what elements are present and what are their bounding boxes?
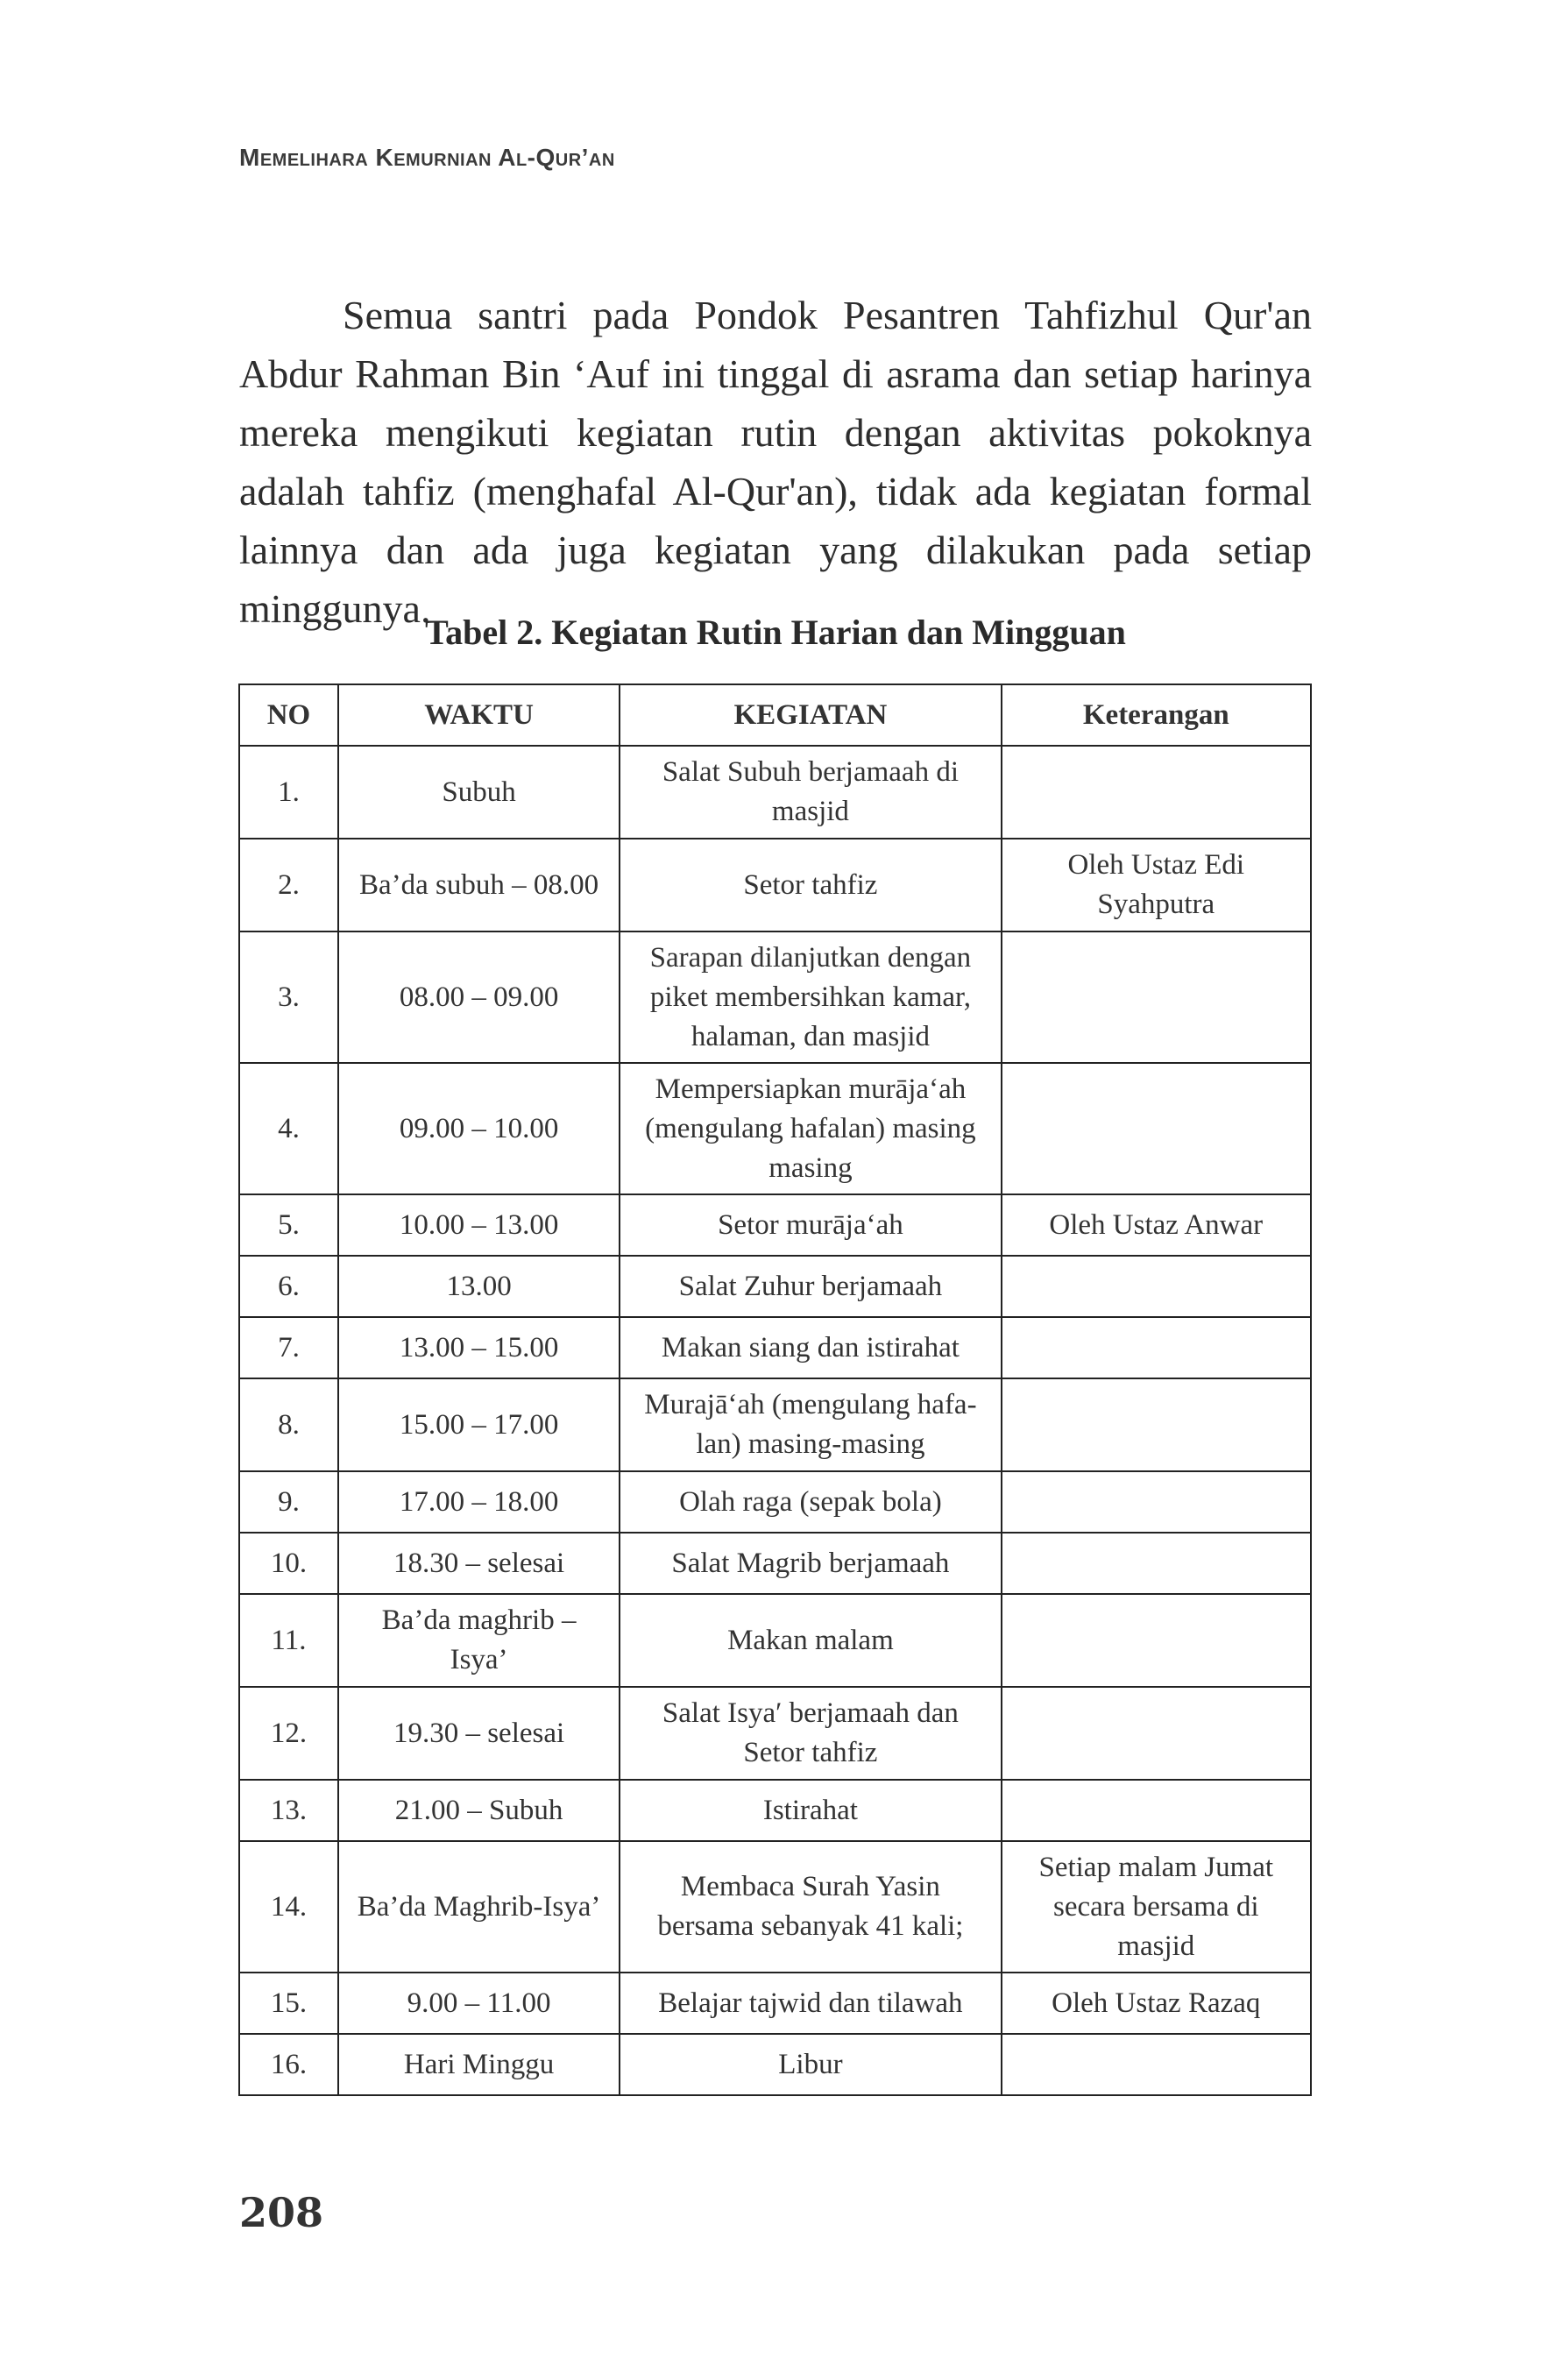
cell-kegiatan: Sarapan dilanjutkan dengan piket membersihkan kamar, halaman, dan masjid	[620, 931, 1001, 1063]
cell-no: 3.	[239, 931, 338, 1063]
cell-keterangan	[1002, 1063, 1311, 1194]
table-row	[239, 1973, 1311, 2034]
cell-no: 5.	[239, 1194, 338, 1256]
cell-no: 15.	[239, 1973, 338, 2034]
cell-waktu: 21.00 – Subuh	[338, 1780, 620, 1841]
cell-keterangan: Oleh Ustaz Edi Syahputra	[1002, 839, 1311, 931]
header-kegiatan: KEGIATAN	[620, 684, 1001, 746]
cell-waktu: 19.30 – selesai	[338, 1687, 620, 1780]
cell-kegiatan: Istirahat	[620, 1780, 1001, 1841]
cell-waktu: 18.30 – selesai	[338, 1533, 620, 1594]
cell-no: 1.	[239, 746, 338, 839]
cell-waktu: 13.00	[338, 1256, 620, 1317]
table-caption: Tabel 2. Kegiatan Rutin Harian dan Mingguan	[425, 613, 1126, 652]
cell-keterangan	[1002, 1378, 1311, 1471]
cell-keterangan	[1002, 1317, 1311, 1378]
cell-waktu: 15.00 – 17.00	[338, 1378, 620, 1471]
cell-waktu: Subuh	[338, 746, 620, 839]
table-row	[239, 1194, 1311, 1256]
table-row	[239, 1317, 1311, 1378]
cell-keterangan	[1002, 1594, 1311, 1687]
cell-waktu: Hari Minggu	[338, 2034, 620, 2095]
cell-waktu: 17.00 – 18.00	[338, 1471, 620, 1533]
cell-kegiatan: Salat Isya′ berjamaah dan Setor tahfiz	[620, 1687, 1001, 1780]
table-row	[239, 1256, 1311, 1317]
cell-keterangan	[1002, 1687, 1311, 1780]
cell-no: 13.	[239, 1780, 338, 1841]
table-header-row	[239, 684, 1311, 746]
running-head: Memelihara Kemurnian Al-Qur’an	[239, 144, 615, 171]
cell-keterangan	[1002, 1533, 1311, 1594]
body-paragraph: Semua santri pada Pondok Pesantren Tahfizhul Qur'an Abdur Rahman Bin ‘Auf ini tinggal di asrama dan setiap harinya mereka mengikuti kegiatan rutin dengan aktivitas pokoknya adalah tahfiz (menghafal Al-Qur'an), tidak ada kegiatan formal lainnya dan ada juga kegiatan yang dilakukan pada setiap minggunya.	[239, 293, 1312, 631]
cell-no: 4.	[239, 1063, 338, 1194]
page-number: 208	[239, 2189, 324, 2236]
cell-waktu: 10.00 – 13.00	[338, 1194, 620, 1256]
cell-kegiatan: Olah raga (sepak bola)	[620, 1471, 1001, 1533]
table-row	[239, 1780, 1311, 1841]
cell-waktu: Ba’da subuh – 08.00	[338, 839, 620, 931]
cell-kegiatan: Setor murāja‘ah	[620, 1194, 1001, 1256]
cell-keterangan	[1002, 1471, 1311, 1533]
cell-no: 6.	[239, 1256, 338, 1317]
cell-kegiatan: Makan malam	[620, 1594, 1001, 1687]
table-row	[239, 1471, 1311, 1533]
cell-waktu: Ba’da Maghrib-Isya’	[338, 1841, 620, 1973]
cell-keterangan: Oleh Ustaz Anwar	[1002, 1194, 1311, 1256]
table-row	[239, 839, 1311, 931]
table-row	[239, 1687, 1311, 1780]
cell-kegiatan: Makan siang dan istirahat	[620, 1317, 1001, 1378]
cell-kegiatan: Mempersiapkan murāja‘ah (mengulang hafalan) masing masing	[620, 1063, 1001, 1194]
cell-kegiatan: Salat Magrib berjamaah	[620, 1533, 1001, 1594]
cell-kegiatan: Salat Zuhur berjamaah	[620, 1256, 1001, 1317]
table-row	[239, 2034, 1311, 2095]
table-row	[239, 1378, 1311, 1471]
cell-keterangan: Oleh Ustaz Razaq	[1002, 1973, 1311, 2034]
header-keterangan: Keterangan	[1002, 684, 1311, 746]
cell-no: 12.	[239, 1687, 338, 1780]
cell-kegiatan: Salat Subuh berjamaah di masjid	[620, 746, 1001, 839]
cell-kegiatan: Belajar tajwid dan tilawah	[620, 1973, 1001, 2034]
cell-keterangan	[1002, 931, 1311, 1063]
cell-kegiatan: Murajā‘ah (mengulang hafa-lan) masing-masing	[620, 1378, 1001, 1471]
cell-no: 8.	[239, 1378, 338, 1471]
cell-no: 2.	[239, 839, 338, 931]
cell-waktu: 09.00 – 10.00	[338, 1063, 620, 1194]
table-row	[239, 1841, 1311, 1973]
cell-waktu: Ba’da maghrib – Isya’	[338, 1594, 620, 1687]
table-row	[239, 1533, 1311, 1594]
cell-keterangan: Setiap malam Jumat secara bersama di masjid	[1002, 1841, 1311, 1973]
table-row	[239, 1063, 1311, 1194]
cell-no: 10.	[239, 1533, 338, 1594]
header-no: NO	[239, 684, 338, 746]
cell-no: 9.	[239, 1471, 338, 1533]
activity-table	[238, 684, 1312, 2096]
table-row	[239, 1594, 1311, 1687]
cell-kegiatan: Libur	[620, 2034, 1001, 2095]
cell-waktu: 13.00 – 15.00	[338, 1317, 620, 1378]
cell-kegiatan: Membaca Surah Yasin bersama sebanyak 41 kali;	[620, 1841, 1001, 1973]
header-waktu: WAKTU	[338, 684, 620, 746]
cell-kegiatan: Setor tahfiz	[620, 839, 1001, 931]
cell-keterangan	[1002, 1256, 1311, 1317]
cell-keterangan	[1002, 746, 1311, 839]
cell-no: 14.	[239, 1841, 338, 1973]
cell-no: 11.	[239, 1594, 338, 1687]
cell-no: 16.	[239, 2034, 338, 2095]
cell-no: 7.	[239, 1317, 338, 1378]
table-row	[239, 931, 1311, 1063]
cell-waktu: 9.00 – 11.00	[338, 1973, 620, 2034]
cell-waktu: 08.00 – 09.00	[338, 931, 620, 1063]
table-row	[239, 746, 1311, 839]
cell-keterangan	[1002, 1780, 1311, 1841]
cell-keterangan	[1002, 2034, 1311, 2095]
